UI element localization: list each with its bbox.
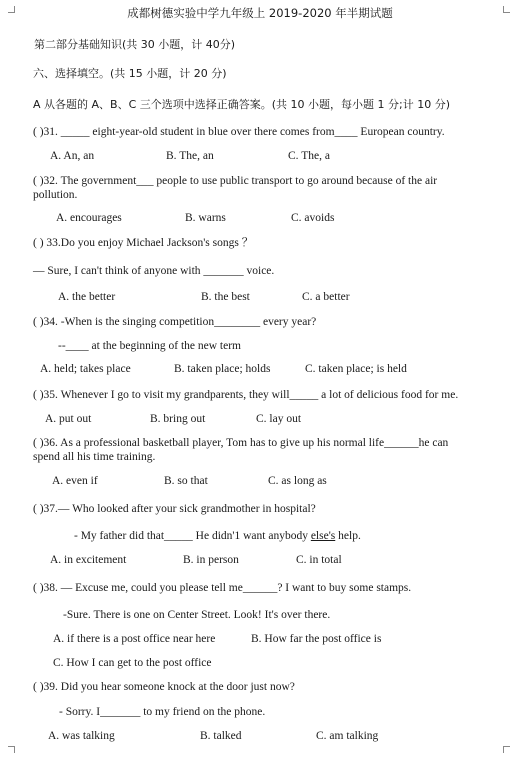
question-37-option-c: C. in total <box>296 554 342 566</box>
question-36-stem-continued: spend all his time training. <box>33 451 156 463</box>
question-32-option-a: A. encourages <box>56 212 122 224</box>
question-37-reply-text: - My father did that_____ He didn'1 want anybody <box>74 530 311 542</box>
question-37-stem: ( )37.— Who looked after your sick grandmother in hospital? <box>33 503 316 515</box>
question-35-stem: ( )35. Whenever I go to visit my grandparents, they will_____ a lot of delicious food for me. <box>33 389 459 401</box>
question-34-reply: --____ at the beginning of the new term <box>58 340 241 352</box>
document-title: 成都树德实验中学九年级上 2019-2020 年半期试题 <box>127 6 393 20</box>
question-38-stem: ( )38. — Excuse me, could you please tell me______? I want to buy some stamps. <box>33 582 412 594</box>
question-38-option-b: B. How far the post office is <box>251 633 382 645</box>
question-34-option-b: B. taken place; holds <box>174 363 271 375</box>
question-39-option-c: C. am talking <box>316 730 379 742</box>
question-32-stem-continued: pollution. <box>33 189 78 201</box>
crop-mark-bottom-right <box>503 746 510 753</box>
question-34-stem: ( )34. -When is the singing competition________ every year? <box>33 316 317 328</box>
question-31-option-a: A. An, an <box>50 150 95 162</box>
question-39-reply: - Sorry. I_______ to my friend on the phone. <box>59 706 266 718</box>
question-38-reply: -Sure. There is one on Center Street. Look! It's over there. <box>63 609 331 621</box>
question-39-stem: ( )39. Did you hear someone knock at the door just now? <box>33 681 295 693</box>
question-36-option-b: B. so that <box>164 475 208 487</box>
question-31-option-b: B. The, an <box>166 150 214 162</box>
question-31-stem: ( )31. _____ eight-year-old student in blue over there comes from____ European country. <box>33 126 445 138</box>
question-33-option-c: C. a better <box>302 291 350 303</box>
question-37-reply <box>74 529 361 543</box>
crop-mark-bottom-left <box>8 746 15 753</box>
question-37-option-a: A. in excitement <box>50 554 127 566</box>
question-38-option-c: C. How I can get to the post office <box>53 657 212 669</box>
question-35-option-c: C. lay out <box>256 413 302 425</box>
question-34-option-c: C. taken place; is held <box>305 363 407 375</box>
question-39-option-a: A. was talking <box>48 730 115 742</box>
question-34-option-a: A. held; takes place <box>40 363 131 375</box>
part-heading: 第二部分基础知识(共 30 小题，计 40分) <box>34 38 236 51</box>
question-36-stem: ( )36. As a professional basketball player, Tom has to give up his normal life______he can <box>33 437 449 449</box>
question-33-option-b: B. the best <box>201 291 250 303</box>
question-39-option-b: B. talked <box>200 730 242 742</box>
question-35-option-b: B. bring out <box>150 413 206 425</box>
question-35-option-a: A. put out <box>45 413 92 425</box>
question-32-option-b: B. warns <box>185 212 226 224</box>
question-36-option-c: C. as long as <box>268 475 327 487</box>
question-32-option-c: C. avoids <box>291 212 335 224</box>
question-33-reply: — Sure, I can't think of anyone with _______ voice. <box>33 265 275 277</box>
section-instructions: A 从各题的 A、B、C 三个选项中选择正确答案。(共 10 小题，每小题 1 分;计 10 分) <box>33 98 451 111</box>
question-32-stem: ( )32. The government___ people to use public transport to go around because of the air <box>33 175 438 187</box>
question-37-reply-end: help. <box>335 530 361 542</box>
question-38-option-a: A. if there is a post office near here <box>53 633 216 645</box>
question-31-option-c: C. The, a <box>288 150 330 162</box>
question-33-option-a: A. the better <box>58 291 116 303</box>
question-37-reply-underlined: else's <box>310 530 336 542</box>
question-36-option-a: A. even if <box>52 475 98 487</box>
section-heading: 六、选择填空。(共 15 小题，计 20 分) <box>33 67 227 80</box>
question-33-stem: ( ) 33.Do you enjoy Michael Jackson's songs ？ <box>33 237 254 249</box>
question-37-option-b: B. in person <box>183 554 239 566</box>
